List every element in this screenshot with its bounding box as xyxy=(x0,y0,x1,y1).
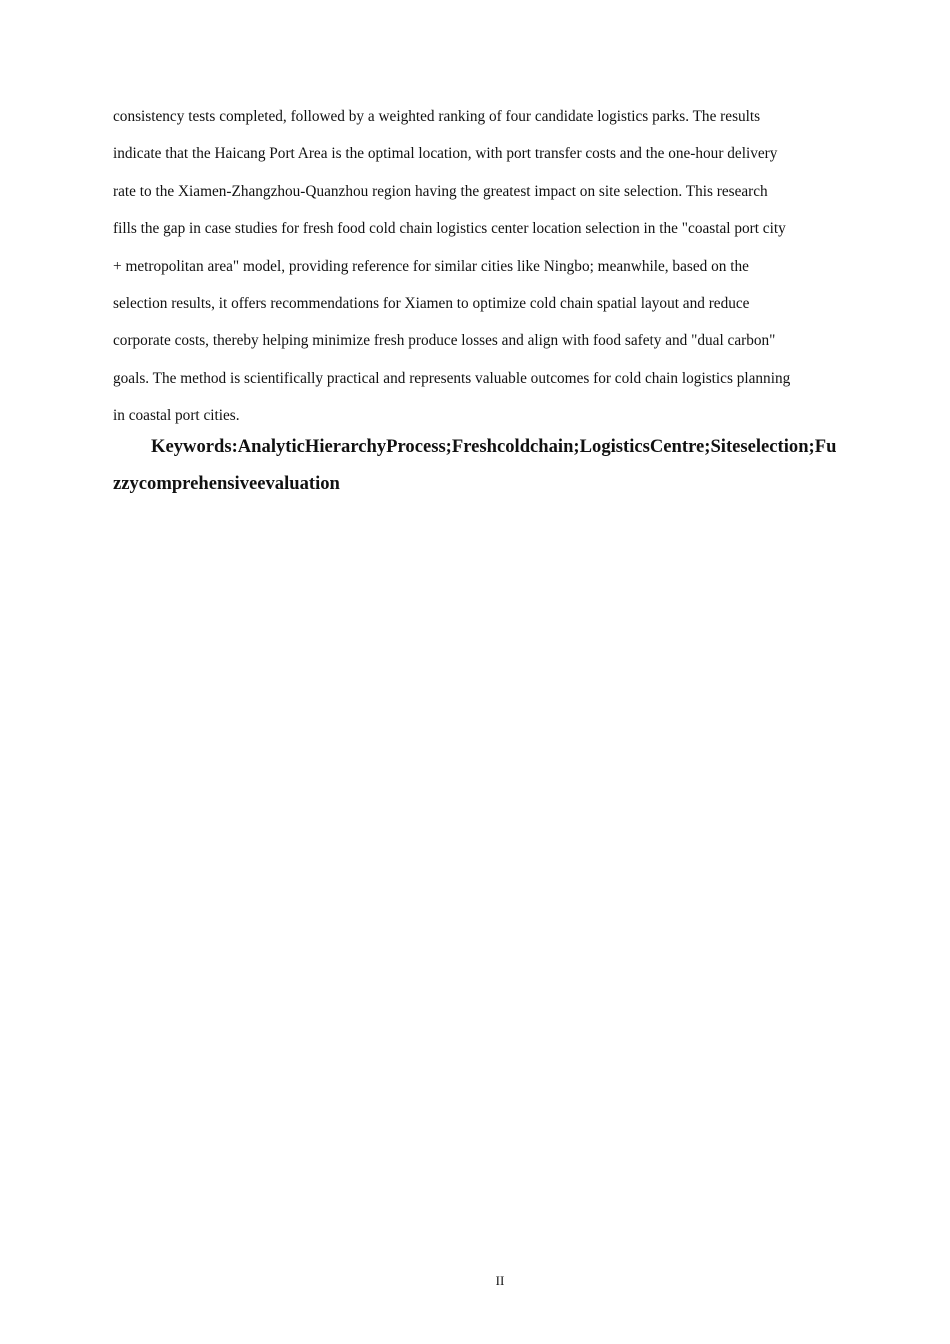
abstract-line: indicate that the Haicang Port Area is the optimal location, with port transfer costs and the one-hour delivery xyxy=(113,145,778,163)
abstract-line: goals. The method is scientifically practical and represents valuable outcomes for cold chain logistics planning xyxy=(113,369,791,387)
abstract-line: rate to the Xiamen-Zhangzhou-Quanzhou region having the greatest impact on site selection. This research xyxy=(113,182,768,200)
abstract-line: consistency tests completed, followed by a weighted ranking of four candidate logistics parks. The results xyxy=(113,108,761,125)
keywords-paragraph xyxy=(113,428,873,502)
page-number: II xyxy=(495,1273,505,1288)
abstract-line: fills the gap in case studies for fresh food cold chain logistics center location selection in the "coastal port city xyxy=(113,220,786,238)
abstract-line: corporate costs, thereby helping minimize fresh produce losses and align with food safety and "dual carbon" xyxy=(113,332,776,350)
abstract-line: + metropolitan area" model, providing reference for similar cities like Ningbo; meanwhile, based on the xyxy=(113,257,749,275)
keywords-line: zzycomprehensiveevaluation xyxy=(113,473,340,494)
abstract-line: selection results, it offers recommendations for Xiamen to optimize cold chain spatial layout and reduce xyxy=(113,294,750,312)
abstract-line: in coastal port cities. xyxy=(113,407,240,425)
keywords-line: Keywords:AnalyticHierarchyProcess;Freshcoldchain;LogisticsCentre;Siteselection;Fu xyxy=(151,436,837,457)
abstract-paragraph xyxy=(113,98,873,435)
